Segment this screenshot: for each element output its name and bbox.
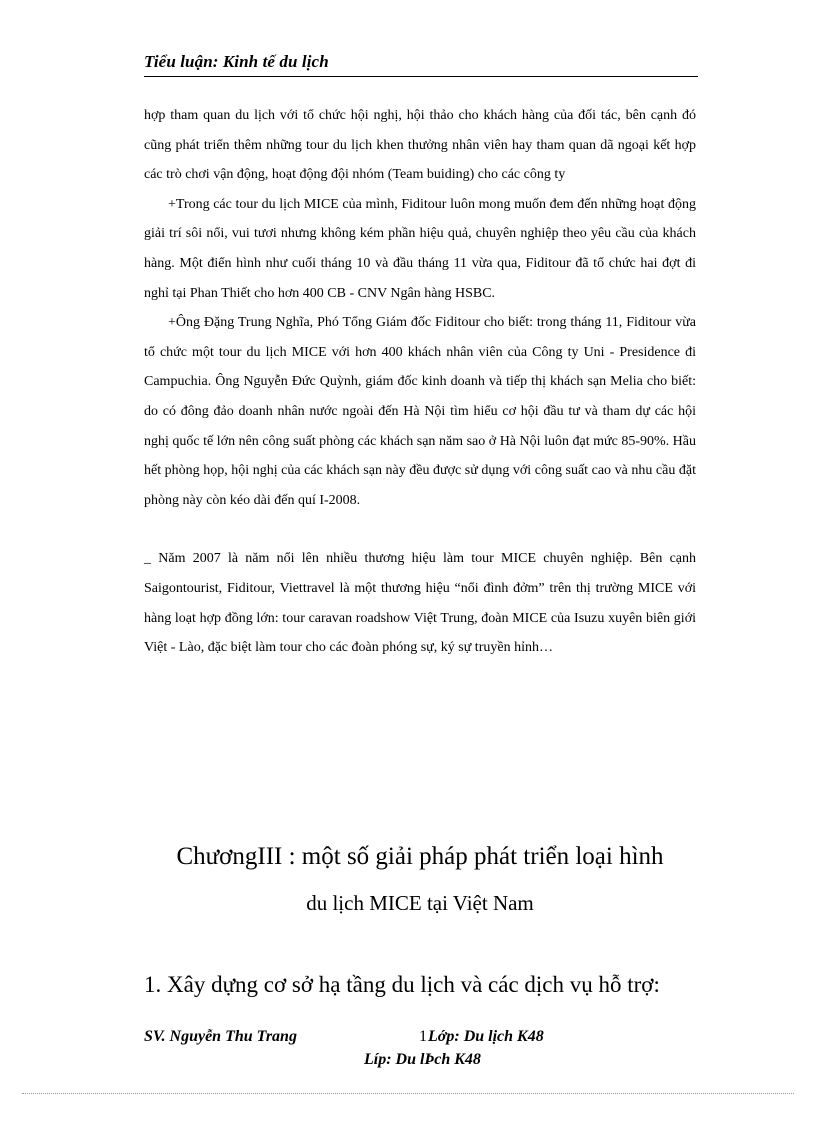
chapter-title-line1: ChươngIII : một số giải pháp phát triển loại hình: [176, 843, 664, 870]
footer-student-name: SV. Nguyễn Thu Trang: [144, 1028, 297, 1045]
header-divider: [144, 76, 698, 77]
footer-page-number: 1: [419, 1028, 427, 1045]
section-heading: 1. Xây dựng cơ sở hạ tầng du lịch và các dịch vụ hỗ trợ:: [144, 972, 660, 997]
footer-class-label-duplicate: Líp: Du lÞch K48: [364, 1051, 481, 1068]
chapter-title: [144, 834, 696, 926]
document-header-title: Tiểu luận: Kinh tế du lịch: [144, 52, 329, 71]
chapter-title-line2: du lịch MICE tại Việt Nam: [306, 891, 534, 915]
page-boundary: [22, 1093, 794, 1094]
paragraph-continuation: hợp tham quan du lịch với tổ chức hội nghị, hội thảo cho khách hàng của đối tác, bên cạnh đó cũng phát triển thêm những tour du lịch khen thưởng nhân viên hay tham quan dã ngoại kết hợp các trò chơi vận động, hoạt động đội nhóm (Team buiding) cho các công ty: [144, 108, 696, 183]
paragraph-fiditour-activities: +Trong các tour du lịch MICE của mình, Fiditour luôn mong muốn đem đến những hoạt động giải trí sôi nổi, vui tươi nhưng không kém phần hiệu quả, chuyên nghiệp theo yêu cầu của khách hàng. Một điển hình như cuối tháng 10 và đầu tháng 11 vừa qua, Fiditour đã tổ chức hai đợt đi nghỉ tại Phan Thiết cho hơn 400 CB - CNV Ngân hàng HSBC.: [144, 196, 696, 301]
paragraph-fiditour-statement: +Ông Đặng Trung Nghĩa, Phó Tổng Giám đốc Fiditour cho biết: trong tháng 11, Fiditour vừa tổ chức một tour du lịch MICE với hơn 400 khách nhân viên của Công ty Uni - Presidence đi Campuchia. Ông Nguyễn Đức Quỳnh, giám đốc kinh doanh và tiếp thị khách sạn Melia cho biết: do có đông đảo doanh nhân nước ngoài đến Hà Nội tìm hiểu cơ hội đầu tư và tham dự các hội nghị quốc tế lớn nên công suất phòng các khách sạn năm sao ở Hà Nội luôn đạt mức 85-90%. Hầu hết phòng họp, hội nghị của các khách sạn này đều được sử dụng với công suất cao và nhu cầu đặt phòng này còn kéo dài đến quí I-2008.: [144, 315, 696, 508]
footer-class-label: Lớp: Du lịch K48: [428, 1028, 544, 1045]
body-text: [144, 101, 696, 663]
paragraph-2007-brands: _ Năm 2007 là năm nổi lên nhiều thương hiệu làm tour MICE chuyên nghiệp. Bên cạnh Saigontourist, Fiditour, Viettravel là một thương hiệu “nổi đình đởm” trên thị trường MICE với hàng loạt hợp đồng lớn: tour caravan roadshow Việt Trung, đoàn MICE của Isuzu xuyên biên giới Việt - Lào, đặc biệt làm tour cho các đoàn phóng sự, ký sự truyền hỉnh…: [144, 551, 696, 656]
